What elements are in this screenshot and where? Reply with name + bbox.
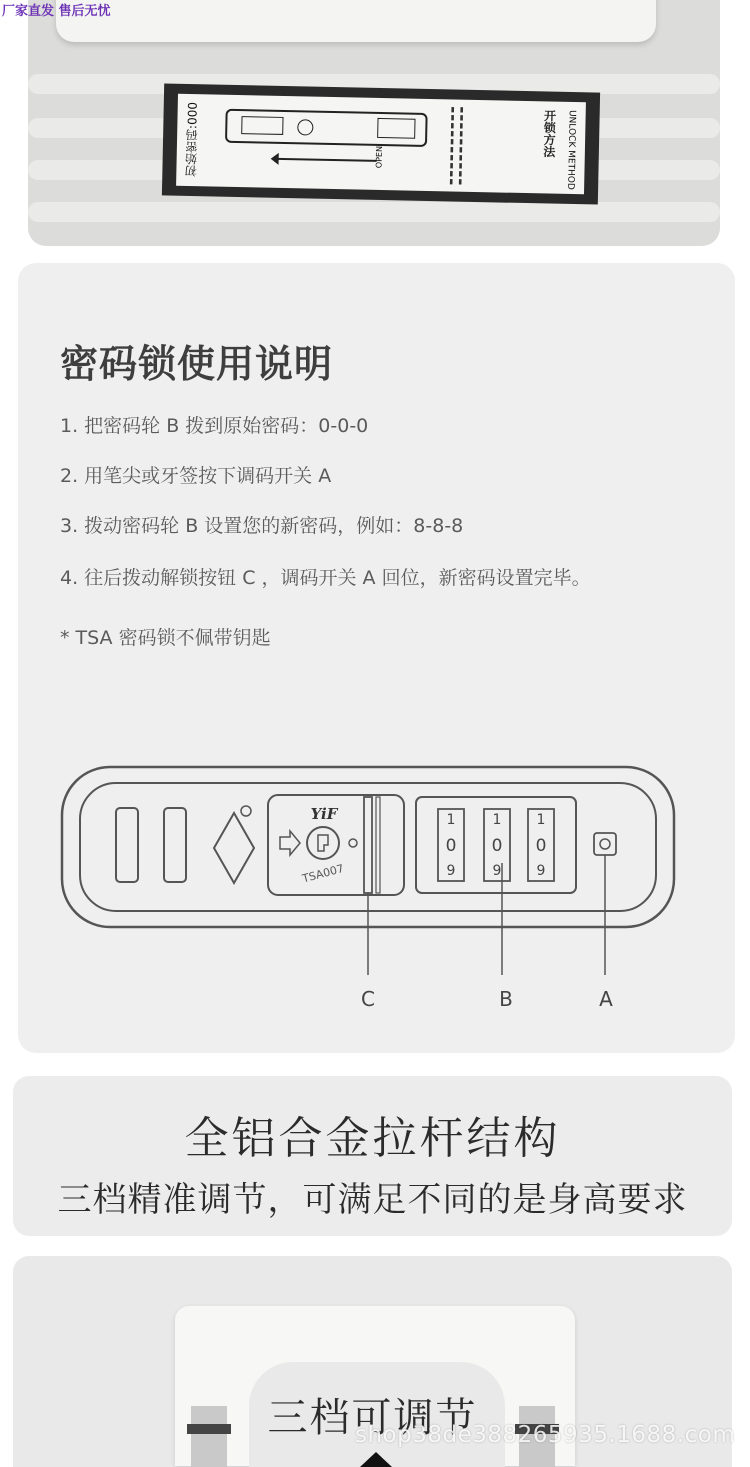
tsa-label: TSA007 [300, 861, 346, 886]
instructions-title: 密码锁使用说明 [60, 342, 334, 386]
feature-card [13, 1076, 732, 1236]
feature-subline: 三档精准调节，可满足不同的是身高要求 [57, 1180, 688, 1220]
unlock-button-c [364, 797, 372, 893]
svg-text:0: 0 [445, 836, 457, 856]
sticker-lock-illustration [225, 109, 428, 147]
unlock-sticker [162, 83, 600, 204]
registered-icon [241, 806, 251, 816]
svg-text:9: 9 [536, 863, 546, 879]
shop-watermark: shop38de388265935.1688.com [355, 1422, 736, 1448]
instructions-card [18, 263, 735, 1053]
instruction-step: 3. 拨动密码轮 B 设置您的新密码，例如：8-8-8 [60, 515, 464, 537]
label-b: B [499, 987, 513, 1011]
svg-text:1: 1 [492, 812, 502, 828]
reset-switch-a [594, 833, 616, 855]
lock-photo [28, 0, 720, 246]
svg-text:9: 9 [492, 863, 502, 879]
svg-text:9: 9 [446, 863, 456, 879]
sticker-open-label: OPEN [374, 145, 384, 169]
keyhole-icon [307, 827, 339, 859]
sticker-heading: 开锁方法 [541, 109, 557, 158]
sticker-method-lines: ▮▮▮▮▮▮▮▮▮▮ ▮▮▮▮▮▮▮▮▮▮ [447, 105, 466, 186]
instruction-note: * TSA 密码锁不佩带钥匙 [60, 627, 271, 649]
slot-right [164, 808, 186, 882]
svg-text:1: 1 [536, 812, 546, 828]
code-wheel-1 [438, 809, 464, 881]
svg-text:1: 1 [446, 812, 456, 828]
lock-inner-outline [80, 783, 656, 911]
code-wheel-3 [528, 809, 554, 881]
sticker-initial-code: 初始密码:000 [184, 101, 200, 178]
lock-housing [56, 0, 656, 42]
diamond-icon [214, 813, 254, 883]
instruction-step: 4. 往后拨动解锁按钮 C ，调码开关 A 回位，新密码设置完毕。 [60, 567, 591, 589]
instruction-step: 1. 把密码轮 B 拨到原始密码：0-0-0 [60, 415, 369, 437]
adjustable-label: 三档可调节 [267, 1395, 478, 1441]
slot-left [116, 808, 138, 882]
sticker-title: UNLOCK METHOD [565, 109, 577, 190]
brand-logo: YiF [310, 805, 338, 823]
header-tag: 厂家直发 售后无忧 [2, 4, 111, 19]
svg-text:0: 0 [535, 836, 547, 856]
down-arrow-icon [360, 1452, 392, 1467]
arrow-right-icon [280, 831, 300, 855]
lock-diagram [18, 263, 735, 1053]
open-arrow-icon [277, 158, 377, 162]
code-wheel-2 [484, 809, 510, 881]
label-a: A [599, 987, 613, 1011]
feature-headline: 全铝合金拉杆结构 [184, 1113, 561, 1164]
instruction-step: 2. 用笔尖或牙签按下调码开关 A [60, 465, 332, 487]
svg-text:0: 0 [491, 836, 503, 856]
label-c: C [361, 987, 375, 1011]
